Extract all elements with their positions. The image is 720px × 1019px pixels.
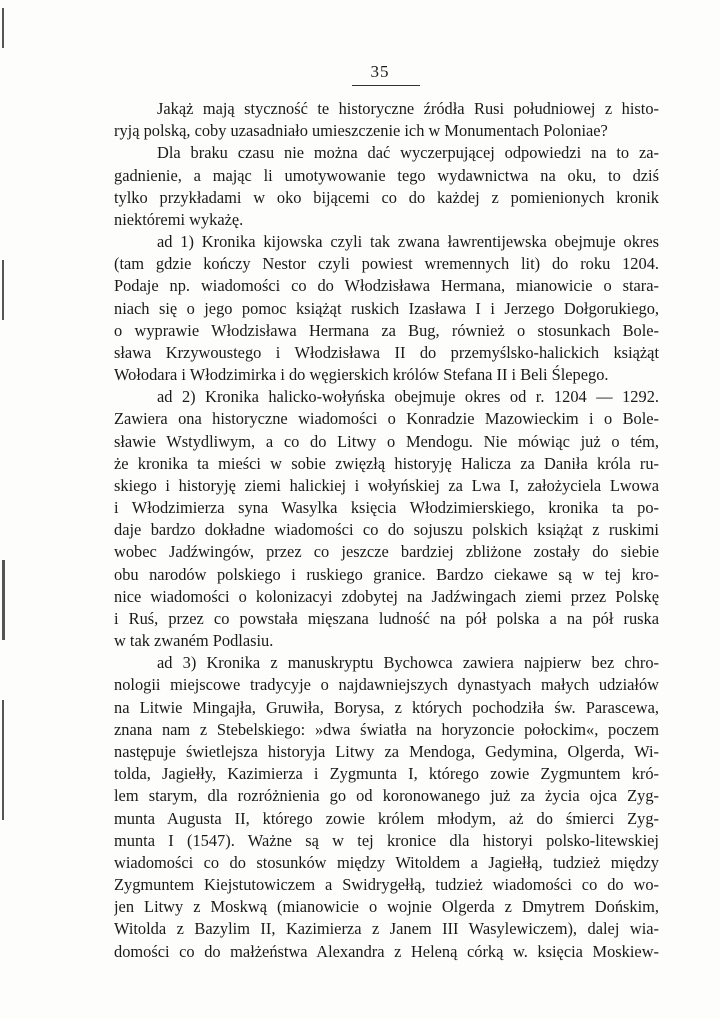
page-number-rule	[352, 85, 420, 86]
text-line: niektóremi wykażę.	[114, 209, 244, 229]
text-line: Zygmuntem Kiejstutowiczem a Swidrygełłą, tudzież wiadomości co do wo-	[114, 875, 659, 895]
text-line: i Ruś, przez co powstała mięszana ludność na pół polska a na pół ruska	[114, 608, 659, 628]
scan-edge-mark	[2, 560, 5, 640]
text-line: Witolda z Bazylim II, Kazimierza z Janem III Wasylewiczem), dalej wia-	[114, 919, 659, 939]
text-line: ad 1) Kronika kijowska czyli tak zwana ławrentijewska obejmuje okres	[157, 232, 659, 252]
scan-edge-mark	[2, 8, 4, 48]
text-line: znana nam z Stebelskiego: »dwa światła na horyzoncie połockim«, poczem	[114, 719, 659, 739]
text-line: następuje świetlejsza historyja Litwy za Mendoga, Gedymina, Olgerda, Wi-	[114, 741, 659, 761]
text-line: i Włodzimierza syna Wasylka księcia Włodzimierskiego, kronika ta po-	[114, 498, 659, 518]
text-line: gadnienie, a mając li umotywowanie tego wydawnictwa na oku, to dziś	[114, 165, 659, 185]
text-line: sławie Wstydliwym, a co do Litwy o Mendogu. Nie mówiąc już o tém,	[114, 431, 659, 451]
text-line: ad 3) Kronika z manuskryptu Bychowca zawiera najpierw bez chro-	[157, 653, 659, 673]
text-line: nologii miejscowe tradycyje o najdawniejszych dynastyach małych udziałów	[114, 675, 659, 695]
text-line: munta I (1547). Ważne są w tej kronice dla historyi polsko-litewskiej	[114, 830, 659, 850]
text-line: niach się o jego pomoc książąt ruskich Izasława I i Jerzego Dołgorukiego,	[114, 298, 659, 318]
text-line: tolda, Jagiełły, Kazimierza i Zygmunta I, którego zowie Zygmuntem kró-	[114, 764, 659, 784]
text-line: lem starym, dla rozróżnienia go od koronowanego już za życia ojca Zyg-	[114, 786, 659, 806]
text-line: sława Krzywoustego i Włodzisława II do przemyślsko-halickich książąt	[114, 342, 659, 362]
text-line: (tam gdzie kończy Nestor czyli powiest wremennych lit) do roku 1204.	[114, 254, 659, 274]
text-line: na Litwie Mingajła, Gruwiła, Borysa, z których pochodziła św. Parascewa,	[114, 697, 659, 717]
text-line: domości co do małżeństwa Alexandra z Heleną córką w. księcia Moskiew-	[114, 941, 659, 961]
text-line: Wołodara i Włodzimirka i do węgierskich królów Stefana II i Beli Ślepego.	[114, 365, 609, 385]
text-line: ryją polską, coby uzasadniało umieszczenie ich w Monumentach Poloniae?	[114, 121, 608, 141]
scan-edge-mark	[2, 260, 4, 320]
text-line: Jakąż mają styczność te historyczne źródła Rusi południowej z histo-	[157, 99, 659, 118]
text-line: Dla braku czasu nie można dać wyczerpującej odpowiedzi na to za-	[157, 143, 659, 163]
text-line: w tak zwaném Podlasiu.	[114, 631, 274, 651]
page-number: 35	[370, 62, 390, 81]
text-line: wiadomości co do stosunków między Witoldem a Jagiełłą, tudzież między	[114, 852, 659, 872]
text-line: tylko przykładami w oko bijącemi co do każdej z pomienionych kronik	[114, 187, 659, 207]
text-line: Podaje np. wiadomości co do Włodzisława Hermana, mianowicie o stara-	[114, 276, 659, 296]
text-line: ad 2) Kronika halicko-wołyńska obejmuje okres od r. 1204 — 1292.	[157, 387, 659, 407]
text-line: munta Augusta II, którego zowie królem młodym, aż do śmierci Zyg-	[114, 808, 659, 828]
text-line: skiego i historyję ziemi halickiej i wołyńskiej za Lwa I, założyciela Lwowa	[114, 475, 659, 495]
text-line: daje bardzo dokładne wiadomości co do sojuszu polskich książąt z ruskimi	[114, 520, 659, 540]
text-line: o wyprawie Włodzisława Hermana za Bug, również o stosunkach Bole-	[114, 320, 659, 340]
text-line: obu narodów polskiego i ruskiego granice. Bardzo ciekawe są w tej kro-	[114, 564, 659, 584]
text-line: że kronika ta mieści w sobie zwięzłą historyję Halicza za Daniła króla ru-	[114, 453, 659, 473]
body-text	[114, 98, 659, 963]
text-line: wobec Jadźwingów, przez co jeszcze bardziej zbliżone zostały do siebie	[114, 542, 659, 562]
scan-edge-mark	[2, 700, 4, 820]
text-line: jen Litwy z Moskwą (mianowicie o wojnie Olgerda z Dmytrem Dońskim,	[114, 897, 659, 917]
text-line: nice wiadomości o kolonizacyi zdobytej na Jadźwingach ziemi przez Polskę	[114, 586, 659, 606]
text-line: Zawiera ona historyczne wiadomości o Konradzie Mazowieckim i o Bole-	[114, 409, 659, 429]
